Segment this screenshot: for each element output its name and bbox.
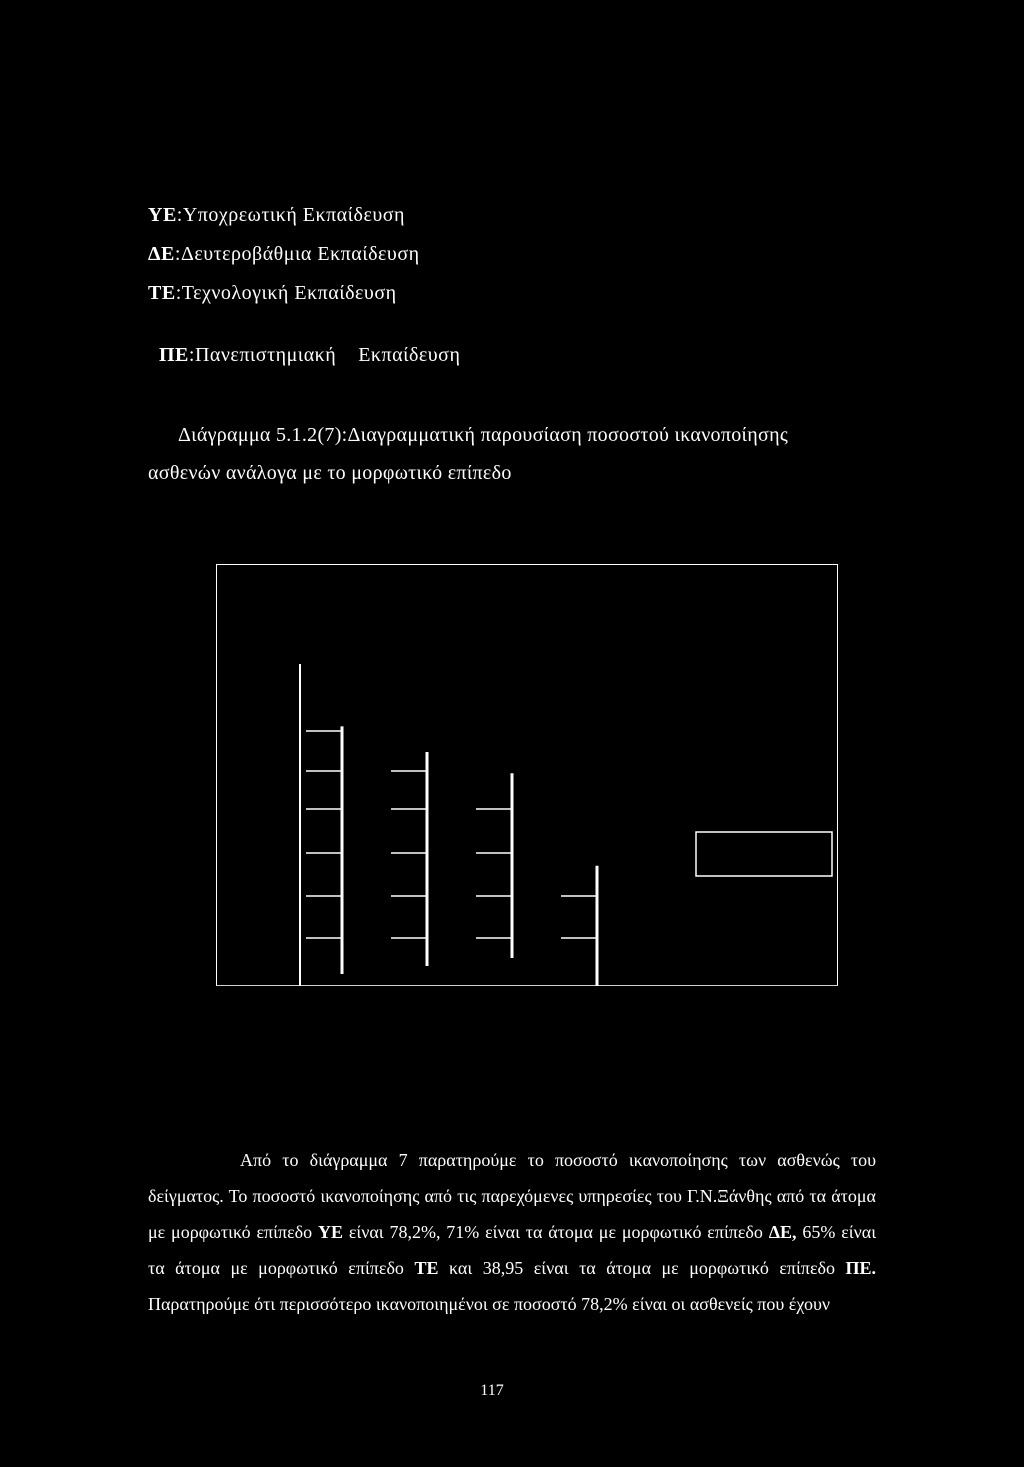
legend-item-de [148,243,420,266]
legend-abbr: ΔΕ [148,243,175,265]
page-number: 117 [480,1382,504,1399]
legend-sep: : [188,344,195,366]
body-abbr-te: ΤΕ [414,1258,439,1278]
legend-text: Τεχνολογική Εκπαίδευση [181,282,397,304]
body-abbr-ye: ΥΕ [317,1222,343,1242]
legend-item-pe [148,321,460,367]
body-text-2: είναι 78,2%, 71% είναι τα άτομα με μορφωτικό επίπεδο [348,1222,763,1242]
legend-sep: : [174,243,181,265]
body-abbr-pe: ΠΕ. [845,1258,877,1278]
figure-caption [148,416,888,492]
legend-text: Δευτεροβάθμια Εκπαίδευση [180,243,420,265]
body-text-1: Από το διάγραμμα 7 παρατηρούμε το ποσοστό ικανοποίησης των ασθενώς του δείγματος. Το ποσοστό ικανοποίησης από τις παρεχόμενες υπηρεσίες του Γ.Ν.Ξάνθης από τα άτομα με μορφωτικό επίπεδο [148,1150,876,1242]
legend-sep: : [176,204,183,226]
legend-abbr: ΥΕ [148,204,177,226]
body-text-5: Παρατηρούμε ότι περισσότερο ικανοποιημένοι σε ποσοστό 78,2% είναι οι ασθενείς που έχουν [148,1294,831,1314]
body-paragraph [148,1142,876,1322]
body-text-4: και 38,95 είναι τα άτομα με μορφωτικό επίπεδο [449,1258,835,1278]
body-text-3: 65% είναι τα άτομα με μορφωτικό επίπεδο [148,1222,877,1278]
caption-line-1: Διάγραμμα 5.1.2(7):Διαγραμματική παρουσίαση ποσοστού ικανοποίησης [178,424,789,446]
body-abbr-de: ΔΕ, [768,1222,797,1242]
legend-text: Υποχρεωτική Εκπαίδευση [182,204,405,226]
legend-abbr: ΠΕ [159,344,189,366]
chart-grid [306,731,598,938]
bar-chart [216,564,838,986]
legend-box [696,832,832,876]
legend-abbr: ΤΕ [148,282,176,304]
chart-bars [342,726,597,986]
legend-sep: : [175,282,182,304]
caption-line-2: ασθενών ανάλογα με το μορφωτικό επίπεδο [148,462,512,484]
legend-text: Πανεπιστημιακή Εκπαίδευση [194,344,461,366]
legend-item-ye [148,204,405,227]
legend-item-te [148,282,397,305]
